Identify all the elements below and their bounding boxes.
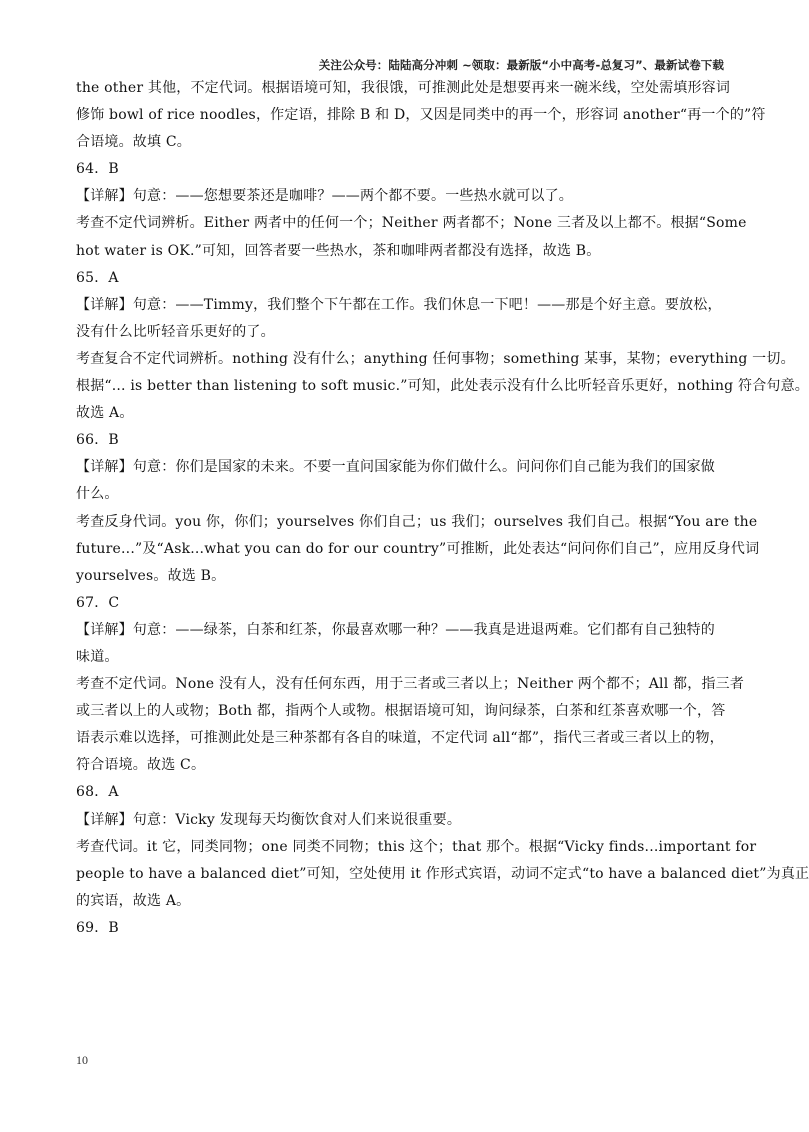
- text-line: 考查不定代词辨析。Either 两者中的任何一个；Neither 两者都不；None 三者及以上都不。根据“Some: [76, 215, 747, 232]
- question-number: 64．B: [76, 161, 119, 178]
- text-line: 语表示难以选择，可推测此处是三种茶都有各自的味道，不定代词 all“都”，指代三者或三者以上的物，: [76, 730, 724, 747]
- text-line: 【详解】句意：——您想要茶还是咖啡？——两个都不要。一些热水就可以了。: [76, 188, 573, 205]
- text-line: 符合语境。故选 C。: [76, 757, 206, 774]
- question-number: 65．A: [76, 269, 119, 286]
- text-line: 故选 A。: [76, 405, 134, 422]
- text-line: future...”及“Ask...what you can do for our country”可推断，此处表达“问问你们自己”，应用反身代词: [76, 540, 760, 557]
- text-line: 合语境。故填 C。: [76, 134, 191, 151]
- question-number: 68．A: [76, 784, 119, 801]
- text-line: 考查复合不定代词辨析。nothing 没有什么；anything 任何事物；something 某事，某物；everything 一切。: [76, 350, 795, 367]
- text-line: 什么。: [76, 486, 119, 503]
- text-line: 【详解】句意：Vicky 发现每天均衡饮食对人们来说很重要。: [76, 811, 462, 828]
- text-line: 【详解】句意：你们是国家的未来。不要一直问国家能为你们做什么。问问你们自己能为我们的国家做: [76, 459, 715, 476]
- page-number: 10: [76, 1053, 88, 1067]
- text-line: hot water is OK.”可知，回答者要一些热水，茶和咖啡两者都没有选择，故选 B。: [76, 242, 601, 259]
- answer-explanations: [76, 75, 809, 942]
- question-number: 66．B: [76, 432, 119, 449]
- text-line: 【详解】句意：——绿茶，白茶和红茶，你最喜欢哪一种？——我真是进退两难。它们都有自己独特的: [76, 621, 715, 638]
- page-header: 关注公众号：陆陆高分冲刺 ~领取：最新版“小中高考-总复习”、最新试卷下载: [318, 58, 724, 72]
- text-line: yourselves。故选 B。: [76, 567, 226, 584]
- text-line: 考查反身代词。you 你，你们；yourselves 你们自己；us 我们；ourselves 我们自己。根据“You are the: [76, 513, 758, 530]
- text-line: 修饰 bowl of rice noodles，作定语，排除 B 和 D，又因是同类中的再一个，形容词 another“再一个的”符: [76, 107, 766, 124]
- question-number: 69．B: [76, 919, 119, 936]
- text-line: 【详解】句意：——Timmy，我们整个下午都在工作。我们休息一下吧！——那是个好主意。要放松，: [76, 296, 722, 313]
- text-line: 根据“... is better than listening to soft music.”可知，此处表示没有什么比听轻音乐更好，nothing 符合句意。: [76, 378, 809, 395]
- text-line: 或三者以上的人或物；Both 都，指两个人或物。根据语境可知，询问绿茶，白茶和红茶喜欢哪一个，答: [76, 703, 726, 720]
- text-line: 味道。: [76, 648, 119, 665]
- text-line: 的宾语，故选 A。: [76, 892, 191, 909]
- text-line: 考查不定代词。None 没有人，没有任何东西，用于三者或三者以上；Neither 两个都不；All 都，指三者: [76, 676, 745, 693]
- text-line: 没有什么比听轻音乐更好的了。: [76, 323, 275, 340]
- question-number: 67．C: [76, 594, 120, 611]
- text-line: 考查代词。it 它，同类同物；one 同类不同物；this 这个；that 那个。根据“Vicky finds...important for: [76, 838, 757, 855]
- text-line: people to have a balanced diet”可知，空处使用 it 作形式宾语，动词不定式“to have a balanced diet”为真正: [76, 865, 809, 882]
- text-line: the other 其他，不定代词。根据语境可知，我很饿，可推测此处是想要再来一碗米线，空处需填形容词: [76, 80, 731, 96]
